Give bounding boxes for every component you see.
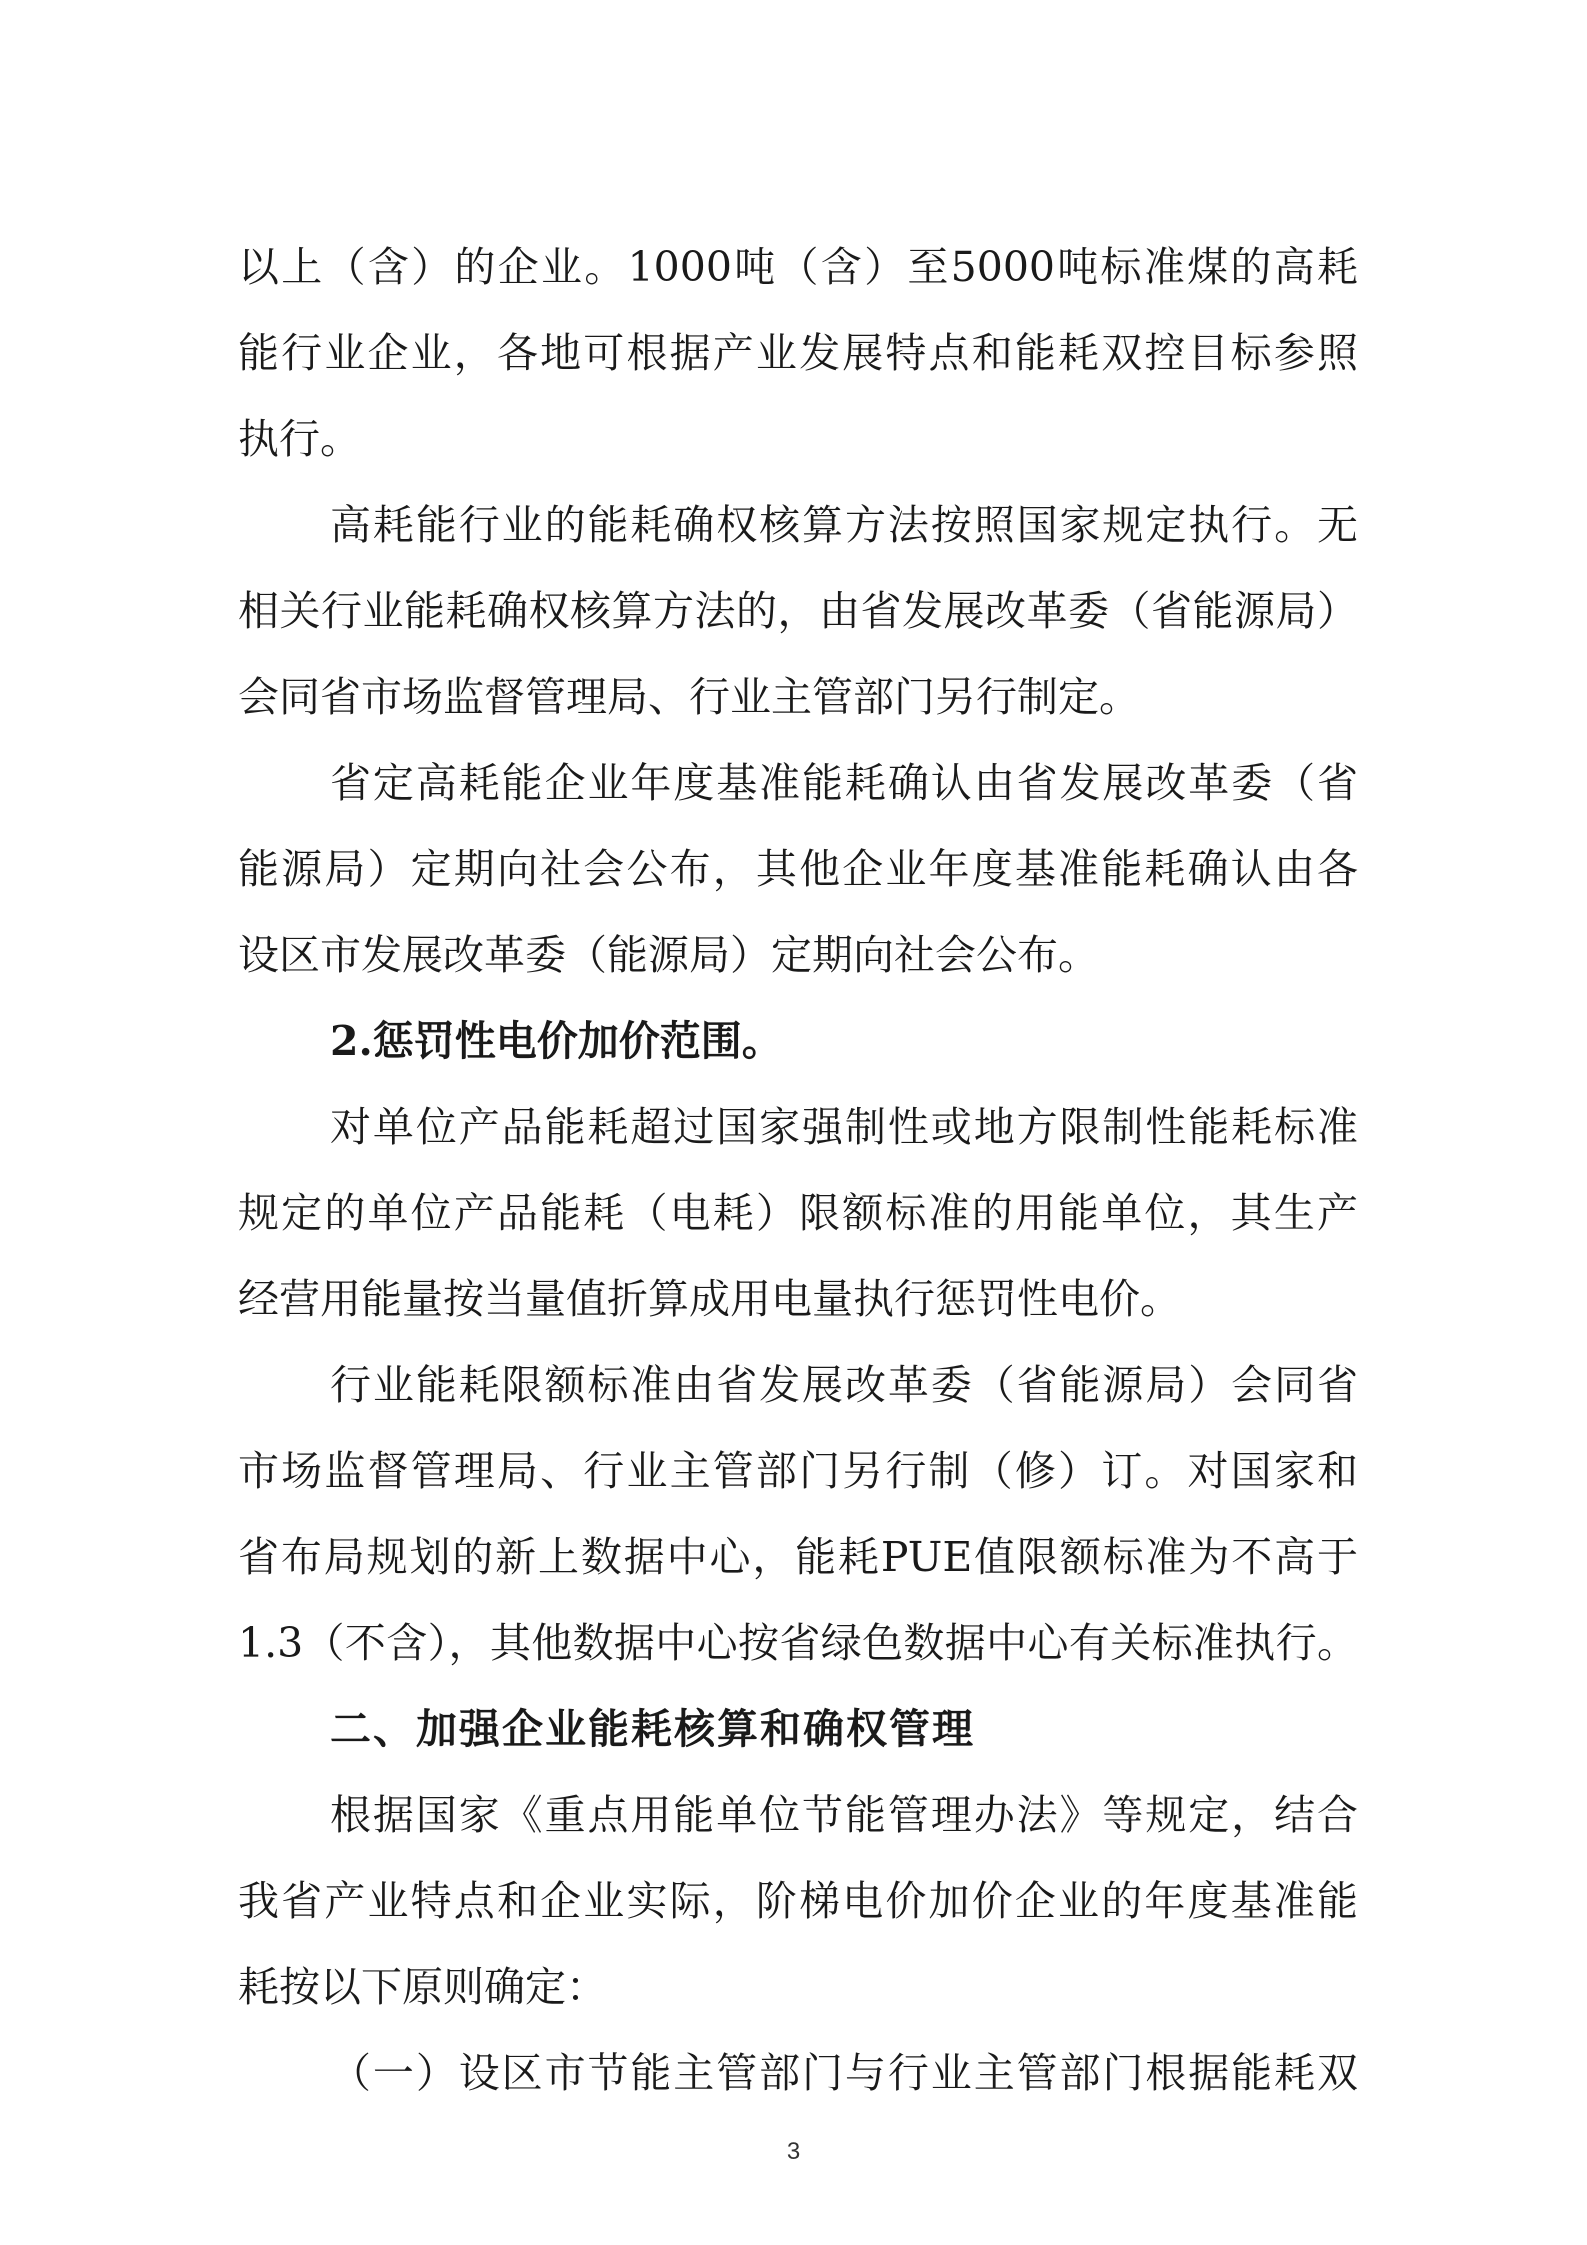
section-heading: 二、加强企业能耗核算和确权管理	[330, 1705, 975, 1753]
section-subheading: 2.惩罚性电价加价范围。	[330, 1017, 783, 1065]
paragraph-line: 根据国家《重点用能单位节能管理办法》等规定，结合	[330, 1791, 1358, 1839]
paragraph-line: 我省产业特点和企业实际，阶梯电价加价企业的年度基准能	[238, 1877, 1358, 1925]
paragraph-line: 能行业企业，各地可根据产业发展特点和能耗双控目标参照	[238, 329, 1358, 377]
paragraph-line: 执行。	[238, 415, 361, 463]
paragraph-line: 高耗能行业的能耗确权核算方法按照国家规定执行。无	[330, 501, 1358, 549]
paragraph-line: 设区市发展改革委（能源局）定期向社会公布。	[238, 931, 1099, 979]
page-number: 3	[786, 2138, 801, 2165]
paragraph-line: 相关行业能耗确权核算方法的，由省发展改革委（省能源局）	[238, 587, 1358, 635]
paragraph-line: 会同省市场监督管理局、行业主管部门另行制定。	[238, 673, 1140, 721]
paragraph-line: （一）设区市节能主管部门与行业主管部门根据能耗双	[330, 2049, 1358, 2097]
paragraph-line: 1.3（不含），其他数据中心按省绿色数据中心有关标准执行。	[238, 1619, 1358, 1667]
paragraph-line: 以上（含）的企业。1000吨（含）至5000吨标准煤的高耗	[238, 243, 1358, 291]
paragraph-line: 规定的单位产品能耗（电耗）限额标准的用能单位，其生产	[238, 1189, 1358, 1237]
paragraph-line: 行业能耗限额标准由省发展改革委（省能源局）会同省	[330, 1361, 1358, 1409]
paragraph-line: 省布局规划的新上数据中心，能耗PUE值限额标准为不高于	[238, 1533, 1358, 1581]
paragraph-line: 对单位产品能耗超过国家强制性或地方限制性能耗标准	[330, 1103, 1358, 1151]
paragraph-line: 耗按以下原则确定：	[238, 1963, 607, 2011]
paragraph-line: 经营用能量按当量值折算成用电量执行惩罚性电价。	[238, 1275, 1181, 1323]
paragraph-line: 能源局）定期向社会公布，其他企业年度基准能耗确认由各	[238, 845, 1358, 893]
paragraph-line: 市场监督管理局、行业主管部门另行制（修）订。对国家和	[238, 1447, 1358, 1495]
paragraph-line: 省定高耗能企业年度基准能耗确认由省发展改革委（省	[330, 759, 1358, 807]
